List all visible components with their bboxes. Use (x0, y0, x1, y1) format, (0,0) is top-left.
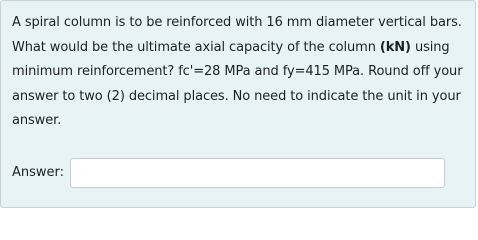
answer-input[interactable] (70, 158, 445, 188)
answer-row (12, 158, 452, 190)
question-text-part2: using minimum reinforcement? fc'=28 MPa and fy=415 MPa. Round off your answer to two (2) decimal places. No need to indicate the unit in your answer. (12, 39, 463, 128)
question-unit-emphasis: (kN) (379, 39, 411, 55)
question-text-part1: A spiral column is to be reinforced with 16 mm diameter vertical bars. What would be the ultimate axial capacity of the column (12, 15, 462, 55)
question-text (12, 11, 468, 134)
answer-label: Answer: (12, 165, 65, 180)
